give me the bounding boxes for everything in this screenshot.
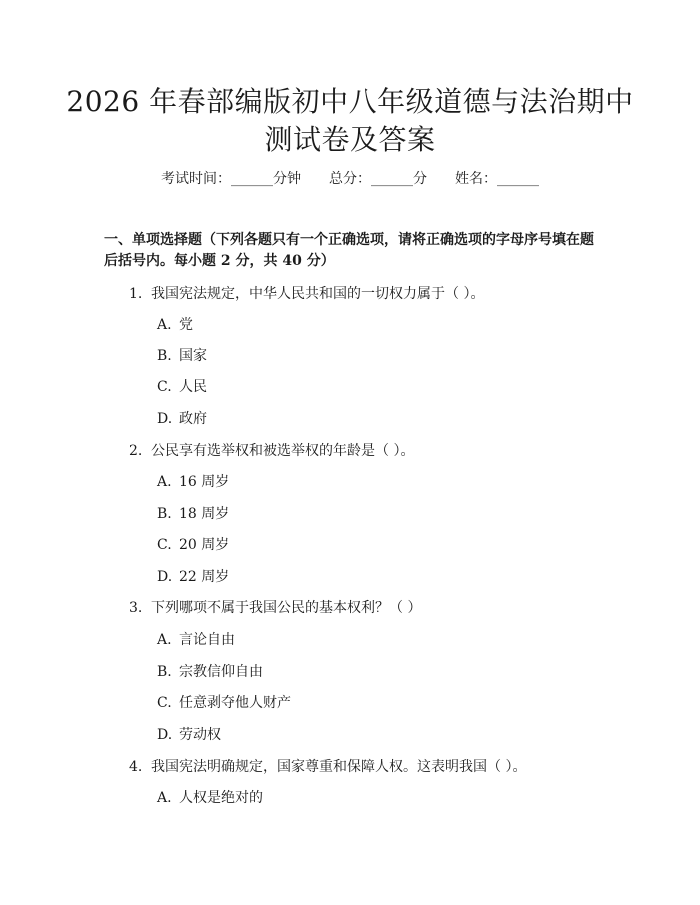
total-score-field: 总分：______分 xyxy=(329,171,427,187)
option-text: 国家 xyxy=(179,348,207,364)
option-text: 22 周岁 xyxy=(179,569,230,585)
option-letter: A. xyxy=(157,632,172,648)
question-1-option-b xyxy=(157,346,207,366)
option-letter: A. xyxy=(157,317,172,333)
option-letter: A. xyxy=(157,474,172,490)
student-name-field: 姓名：______ xyxy=(455,171,539,187)
question-number: 2. xyxy=(129,443,143,459)
question-text: 公民享有选举权和被选举权的年龄是（ ）。 xyxy=(151,443,415,459)
question-3-option-b xyxy=(157,662,263,682)
option-text: 党 xyxy=(179,317,193,333)
question-number: 1. xyxy=(129,286,143,302)
question-text: 我国宪法规定，中华人民共和国的一切权力属于（ ）。 xyxy=(151,286,485,302)
option-letter: B. xyxy=(157,506,172,522)
question-3-option-d xyxy=(157,725,221,745)
option-text: 20 周岁 xyxy=(179,537,230,553)
question-1 xyxy=(129,284,484,304)
question-2 xyxy=(129,441,414,461)
option-text: 人民 xyxy=(179,379,207,395)
option-letter: B. xyxy=(157,348,172,364)
option-text: 宗教信仰自由 xyxy=(179,664,263,680)
option-text: 任意剥夺他人财产 xyxy=(179,695,291,711)
question-4 xyxy=(129,757,526,777)
question-4-option-a xyxy=(157,788,263,808)
exam-title-line2: 测试卷及答案 xyxy=(264,123,436,156)
exam-time-field: 考试时间：______分钟 xyxy=(161,171,301,187)
question-3 xyxy=(129,598,421,618)
question-number: 3. xyxy=(129,600,143,616)
option-text: 16 周岁 xyxy=(179,474,230,490)
option-letter: C. xyxy=(157,379,172,395)
question-2-option-c xyxy=(157,535,229,555)
section-heading-single-choice: 一、单项选择题（下列各题只有一个正确选项，请将正确选项的字母序号填在题后括号内。每小题 2 分，共 40 分） xyxy=(104,232,594,269)
option-text: 劳动权 xyxy=(179,727,221,743)
question-1-option-d xyxy=(157,409,207,429)
option-letter: C. xyxy=(157,537,172,553)
question-text: 我国宪法明确规定，国家尊重和保障人权。这表明我国（ ）。 xyxy=(151,759,527,775)
question-2-option-d xyxy=(157,567,229,587)
option-text: 18 周岁 xyxy=(179,506,230,522)
option-letter: D. xyxy=(157,569,173,585)
question-3-option-a xyxy=(157,630,235,650)
option-text: 言论自由 xyxy=(179,632,235,648)
option-text: 政府 xyxy=(179,411,207,427)
question-1-option-c xyxy=(157,377,207,397)
question-2-option-a xyxy=(157,472,229,492)
question-number: 4. xyxy=(129,759,143,775)
option-letter: C. xyxy=(157,695,172,711)
question-1-option-a xyxy=(157,315,193,335)
option-text: 人权是绝对的 xyxy=(179,790,263,806)
option-letter: D. xyxy=(157,411,173,427)
question-2-option-b xyxy=(157,504,229,524)
option-letter: B. xyxy=(157,664,172,680)
exam-title-line1: 2026 年春部编版初中八年级道德与法治期中 xyxy=(66,85,634,118)
option-letter: D. xyxy=(157,727,173,743)
exam-meta xyxy=(0,169,700,189)
question-text: 下列哪项不属于我国公民的基本权利？（ ） xyxy=(151,600,422,616)
option-letter: A. xyxy=(157,790,172,806)
question-3-option-c xyxy=(157,693,291,713)
